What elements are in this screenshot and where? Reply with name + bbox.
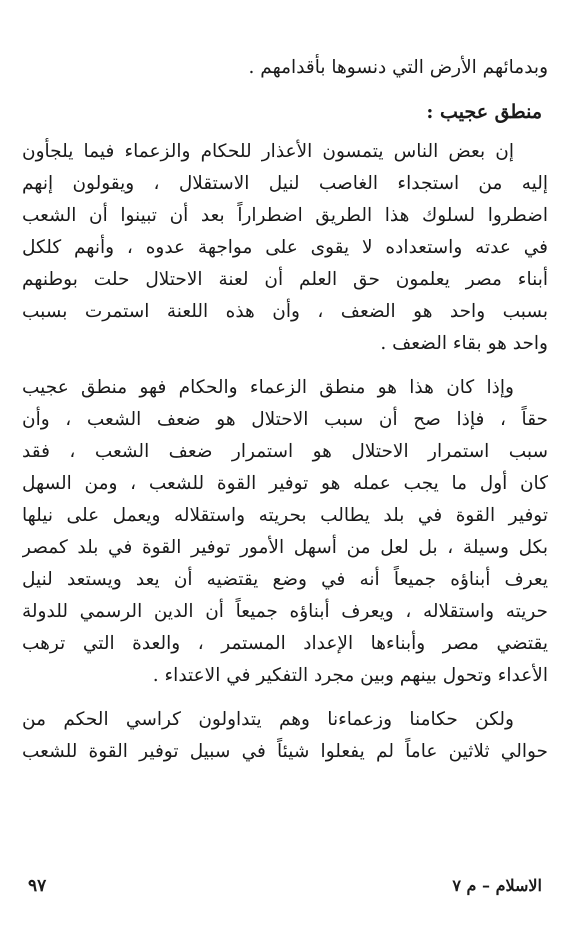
paragraph-3 — [22, 704, 548, 768]
page-body — [22, 52, 548, 780]
text-line: إن بعض الناس يتمسون الأعذار للحكام والزعماء فيما يلجأون — [22, 141, 514, 162]
text-line: حقاً ، فإذا صح أن سبب الاحتلال هو ضعف الشعب ، وأن — [22, 409, 548, 430]
text-line: سبب استمرار الاحتلال هو استمرار ضعف الشعب ، فقد — [22, 441, 548, 462]
text-line: حوالي ثلاثين عاماً لم يفعلوا شيئاً في سبيل توفير القوة للشعب — [22, 741, 548, 762]
text-line: توفير القوة في بلد يطالب بحريته واستقلاله ويعمل على نيلها — [22, 505, 548, 526]
text-line: بسبب واحد هو الضعف ، وأن هذه اللعنة استمرت بسبب — [22, 301, 548, 322]
text-line: اضطروا لسلوك هذا الطريق اضطراراً بعد أن تبينوا أن الشعب — [22, 205, 548, 226]
text-line: واحد هو بقاء الضعف . — [380, 333, 548, 354]
text-line: أبناء مصر يعلمون حق العلم أن لعنة الاحتلال حلت بوطنهم — [22, 269, 548, 290]
text-line: حريته واستقلاله ، ويعرف أبناؤه جميعاً أن الدين الرسمي للدولة — [22, 601, 548, 622]
text-line: وبدمائهم الأرض التي دنسوها بأقدامهم . — [248, 57, 548, 78]
page-number: ٩٧ — [28, 876, 47, 896]
section-heading: منطق عجيب : — [426, 101, 542, 123]
paragraph-1 — [22, 136, 548, 360]
text-line: الأعداء وتحول بينهم وبين مجرد التفكير في الاعتداء . — [152, 665, 548, 686]
text-line: ولكن حكامنا وزعماءنا وهم يتداولون كراسي الحكم من — [22, 709, 514, 730]
text-line: إليه من استجداء الغاصب لنيل الاستقلال ، ويقولون إنهم — [22, 173, 548, 194]
text-line: يقتضي مصر وأبناءها الإعداد المستمر ، والعدة التي ترهب — [22, 633, 548, 654]
text-line: كان أول ما يجب عمله هو توفير القوة للشعب ، ومن السهل — [22, 473, 548, 494]
intro-paragraph — [22, 52, 548, 84]
text-line: بكل وسيلة ، بل لعل من أسهل الأمور توفير القوة في بلد كمصر — [22, 537, 548, 558]
text-line: يعرف أبناؤه جميعاً أنه في وضع يقتضيه أن يعد ويستعد لنيل — [22, 569, 548, 590]
page-footer — [28, 876, 542, 906]
paragraph-2 — [22, 372, 548, 692]
footer-label: الاسلام – م ٧ — [452, 876, 542, 895]
text-line: في عدته واستعداده لا يقوى على مواجهة عدوه ، وأنهم كلكل — [22, 237, 548, 258]
text-line: وإذا كان هذا هو منطق الزعماء والحكام فهو منطق عجيب — [22, 377, 514, 398]
